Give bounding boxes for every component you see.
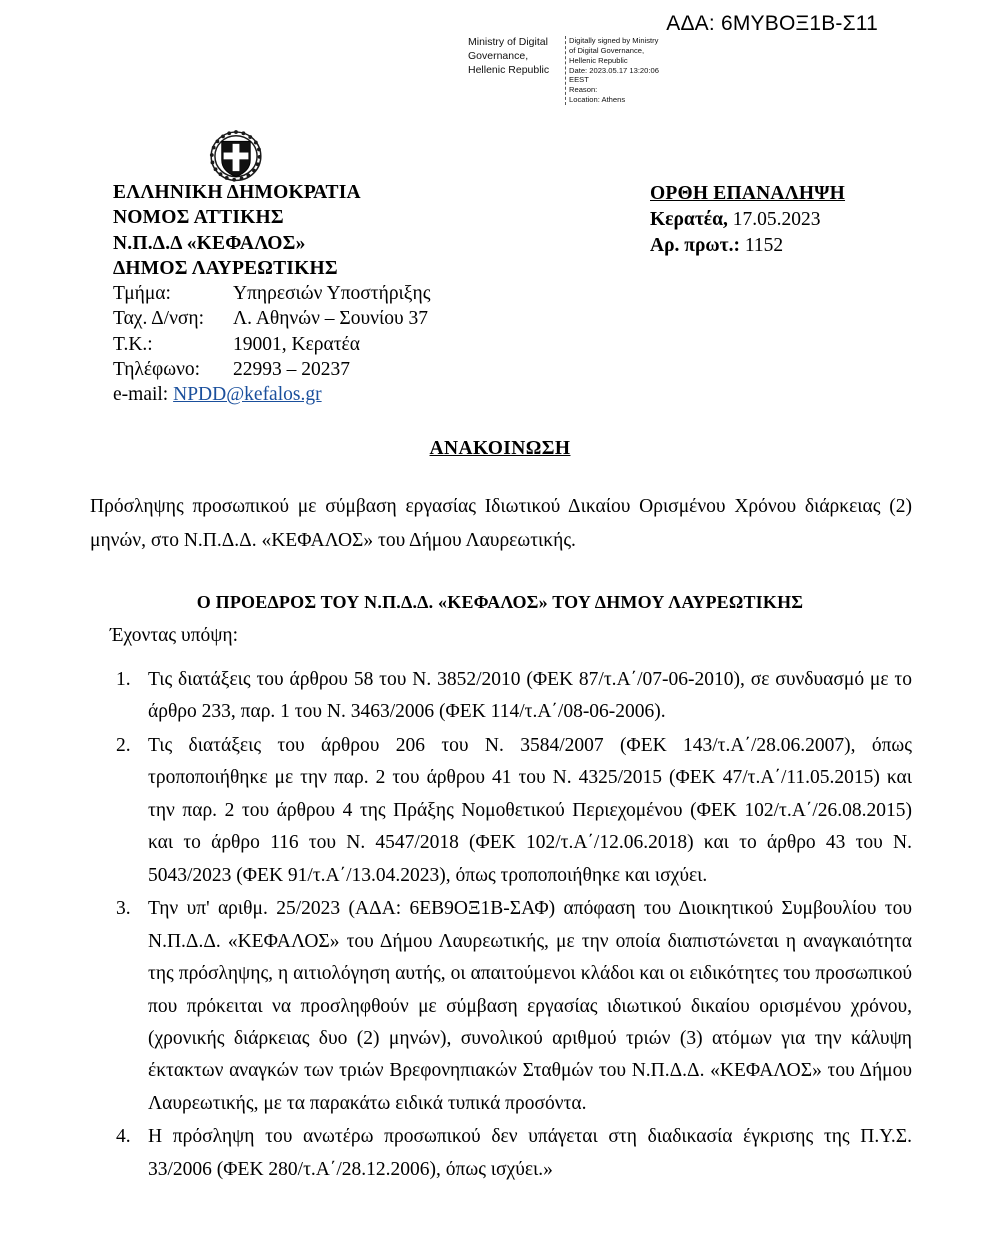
list-item-number: 2.	[116, 734, 131, 756]
email-label: e-mail:	[113, 384, 169, 405]
list-item	[112, 730, 912, 892]
signature-authority-label: Ministry of Digital Governance, Hellenic Republic	[468, 36, 550, 76]
letterhead-republic: ΕΛΛΗΝΙΚΗ ΔΗΜΟΚΡΑΤΙΑ	[113, 182, 361, 203]
digital-signature-stamp	[468, 36, 689, 105]
signature-line-1: Digitally signed by Ministry	[569, 36, 659, 45]
signature-line-2: of Digital Governance,	[569, 45, 645, 55]
letterhead-postal-row	[113, 332, 533, 357]
letterhead-email-row	[113, 382, 533, 407]
intro-paragraph: Πρόσληψης προσωπικού με σύμβαση εργασίας Ιδιωτικού Δικαίου Ορισμένου Χρόνου διάρκειας (2) μηνών, στο Ν.Π.Δ.Δ. «ΚΕΦΑΛΟΣ» του Δήμου Λαυρεωτικής.	[90, 496, 912, 551]
list-item-number: 3.	[116, 898, 131, 920]
signature-reason: Reason:	[569, 85, 598, 95]
email-link[interactable]: NPDD@kefalos.gr	[173, 384, 322, 405]
signature-line-3: Hellenic Republic	[569, 55, 628, 65]
president-subtitle: Ο ΠΡΟΕΔΡΟΣ ΤΟΥ Ν.Π.Δ.Δ. «ΚΕΦΑΛΟΣ» ΤΟΥ ΔΗΜΟΥ ΛΑΥΡΕΩΤΙΚΗΣ	[196, 592, 804, 612]
list-item-text: Τις διατάξεις του άρθρου 58 του Ν. 3852/2010 (ΦΕΚ 87/τ.Α΄/07-06-2010), σε συνδυασμό με το άρθρο 233, παρ. 1 του Ν. 3463/2006 (ΦΕΚ 114/τ.Α΄/08-06-2006).	[148, 669, 912, 723]
list-item-text: Την υπ' αριθμ. 25/2023 (ΑΔΑ: 6ΕΒ9ΟΞ1Β-ΣΑΦ) απόφαση του Διοικητικού Συμβουλίου του Ν.Π.Δ.Δ. «ΚΕΦΑΛΟΣ» του Δήμου Λαυρεωτικής, με την οποία διαπιστώνεται η αναγκαιότητα της πρόσληψης, η αιτιολόγηση αυτής, οι απαιτούμενοι κλάδοι και οι ειδικότητες του προσωπικού που πρόκειται να προσληφθούν με σύμβαση εργασίας ιδιωτικού δικαίου ορισμένου χρόνου, (χρονικής διάρκειας δυο (2) μηνών), συνολικού αριθμού τριών (3) ατόμων για την κάλυψη έκτακτων αναγκών των τριών Βρεφονηπιακών Σταθμών του Ν.Π.Δ.Δ. «ΚΕΦΑΛΟΣ» του Δήμου Λαυρεωτικής, με τα παρακάτω ειδικά τυπικά προσόντα.	[148, 898, 912, 1114]
list-item-number: 4.	[116, 1126, 131, 1148]
postal-label: Τ.Κ.:	[113, 333, 153, 355]
letterhead-block	[113, 180, 533, 407]
hellenic-republic-emblem-icon	[205, 124, 267, 186]
place-label: Κερατέα,	[650, 208, 728, 230]
signature-location: Location: Athens	[569, 95, 626, 105]
signature-divider	[565, 36, 566, 105]
list-item	[112, 893, 912, 1120]
letterhead-entity: Ν.Π.Δ.Δ «ΚΕΦΑΛΟΣ»	[113, 232, 306, 254]
list-item	[112, 664, 912, 729]
letterhead-phone-row	[113, 357, 533, 382]
department-value: Υπηρεσιών Υποστήριξης	[233, 283, 431, 304]
list-item-number: 1.	[116, 669, 131, 690]
signature-timezone: EEST	[569, 75, 589, 85]
document-title: ΑΝΑΚΟΙΝΩΣΗ	[429, 438, 571, 459]
signature-details	[569, 36, 689, 105]
list-item-text: Τις διατάξεις του άρθρου 206 του Ν. 3584/2007 (ΦΕΚ 143/τ.Α΄/28.06.2007), όπως τροποποιήθηκε με την παρ. 2 του άρθρου 41 του Ν. 4325/2015 (ΦΕΚ 47/τ.Α΄/11.05.2015) και την παρ. 2 του άρθρου 4 της Πράξης Νομοθετικού Περιεχομένου (ΦΕΚ 102/τ.Α΄/26.08.2015) και το άρθρο 116 του Ν. 4547/2018 (ΦΕΚ 102/τ.Α΄/12.06.2018) και το άρθρο 43 του Ν. 5043/2023 (ΦΕΚ 91/τ.Α΄/13.04.2023), όπως τροποποιήθηκε και ισχύει.	[148, 734, 912, 886]
address-label: Ταχ. Δ/νση:	[113, 308, 205, 330]
considerations-list	[112, 664, 912, 1187]
postal-value: 19001, Κερατέα	[233, 333, 360, 355]
letterhead-department-row	[113, 281, 533, 306]
protocol-row	[650, 233, 845, 259]
letterhead-address-row	[113, 306, 533, 331]
protocol-value: 1152	[744, 234, 784, 256]
address-value: Λ. Αθηνών – Σουνίου 37	[233, 308, 428, 330]
list-item	[112, 1121, 912, 1186]
right-header-block	[650, 181, 845, 259]
letterhead-municipality: ΔΗΜΟΣ ΛΑΥΡΕΩΤΙΚΗΣ	[113, 257, 338, 279]
department-label: Τμήμα:	[113, 283, 171, 304]
protocol-label: Αρ. πρωτ.:	[650, 234, 740, 256]
date-value: 17.05.2023	[732, 208, 821, 230]
ada-code: ΑΔΑ: 6ΜΥΒΟΞ1Β-Σ11	[666, 12, 878, 35]
phone-label: Τηλέφωνο:	[113, 358, 201, 380]
list-item-text: Η πρόσληψη του ανωτέρω προσωπικού δεν υπάγεται στη διαδικασία έγκρισης της Π.Υ.Σ. 33/2006 (ΦΕΚ 280/τ.Α΄/28.12.2006), όπως ισχύει.»	[148, 1126, 912, 1180]
signature-date: Date: 2023.05.17 13:20:06	[569, 65, 659, 75]
phone-value: 22993 – 20237	[233, 358, 350, 380]
letterhead-prefecture: ΝΟΜΟΣ ΑΤΤΙΚΗΣ	[113, 207, 284, 229]
place-date-row	[650, 207, 845, 233]
correction-notice: ΟΡΘΗ ΕΠΑΝΑΛΗΨΗ	[650, 183, 846, 204]
having-in-mind-label: Έχοντας υπόψη:	[110, 625, 239, 646]
